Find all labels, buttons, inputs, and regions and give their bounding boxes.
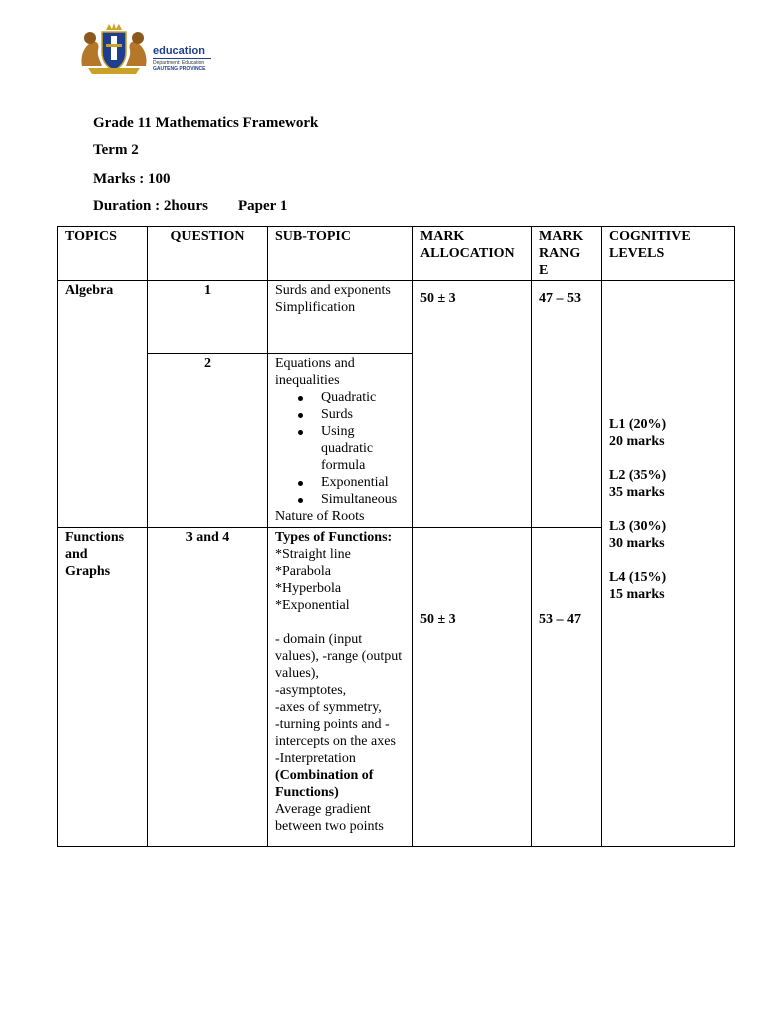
mark-allocation-functions: 50 ± 3 [413, 528, 532, 847]
logo-province: GAUTENG PROVINCE [153, 66, 206, 72]
subtopic-q1: Surds and exponents Simplification [268, 281, 413, 354]
header-topics: TOPICS [58, 227, 148, 281]
mark-range-functions: 53 – 47 [532, 528, 602, 847]
logo-wordmark: education [153, 45, 205, 57]
logo-divider [153, 58, 211, 59]
cognitive-marks-4: 15 marks [609, 587, 665, 602]
cognitive-marks-1: 20 marks [609, 434, 665, 449]
term-label: Term 2 [93, 142, 139, 158]
paper-label: Paper 1 [238, 198, 288, 214]
logo-department: Department: Education [153, 60, 205, 66]
cognitive-levels-cell [602, 281, 735, 847]
subtopic-functions: Types of Functions: *Straight line *Parabola *Hyperbola *Exponential - domain (input values), -range (output values), -asymptotes, -axes of symmetry, -turning points and -intercepts on the axes -Interpretation (Combination of Functions) Average gradient between two points [268, 528, 413, 847]
header-mark-allocation: MARK ALLOCATION [413, 227, 532, 281]
mark-allocation-algebra: 50 ± 3 [413, 281, 532, 528]
cognitive-level-3: L3 (30%) [609, 519, 667, 534]
cognitive-marks-3: 30 marks [609, 536, 665, 551]
marks-label: Marks : 100 [93, 171, 171, 187]
topic-algebra: Algebra [58, 281, 148, 528]
duration-line [93, 198, 287, 215]
question-1: 1 [148, 281, 268, 354]
coat-of-arms-icon [78, 22, 150, 76]
header-mark-range: MARK RANG E [532, 227, 602, 281]
header-cognitive-levels: COGNITIVE LEVELS [602, 227, 735, 281]
question-3-and-4: 3 and 4 [148, 528, 268, 847]
cognitive-level-4: L4 (15%) [609, 570, 667, 585]
duration-label: Duration : 2hours [93, 198, 209, 214]
list-item: Exponential [321, 474, 405, 491]
question-2: 2 [148, 354, 268, 528]
q2-bullet-list [275, 389, 405, 508]
mark-range-algebra: 47 – 53 [532, 281, 602, 528]
cognitive-marks-2: 35 marks [609, 485, 665, 500]
gauteng-education-logo [78, 22, 218, 76]
header-sub-topic: SUB-TOPIC [268, 227, 413, 281]
subtopic-q2: Equations and inequalities Quadratic Surds Using quadratic formula Exponential Simultaneous Nature of Roots [268, 354, 413, 528]
document-title: Grade 11 Mathematics Framework [93, 115, 319, 131]
topic-functions-graphs: Functions and Graphs [58, 528, 148, 847]
cognitive-level-2: L2 (35%) [609, 468, 667, 483]
list-item: Using quadratic formula [321, 423, 405, 474]
header-question: QUESTION [148, 227, 268, 281]
table-header-row [58, 227, 735, 281]
list-item: Surds [321, 406, 405, 423]
framework-table [57, 226, 735, 847]
list-item: Simultaneous [321, 491, 405, 508]
cognitive-level-1: L1 (20%) [609, 417, 667, 432]
list-item: Quadratic [321, 389, 405, 406]
table-row [58, 281, 735, 354]
